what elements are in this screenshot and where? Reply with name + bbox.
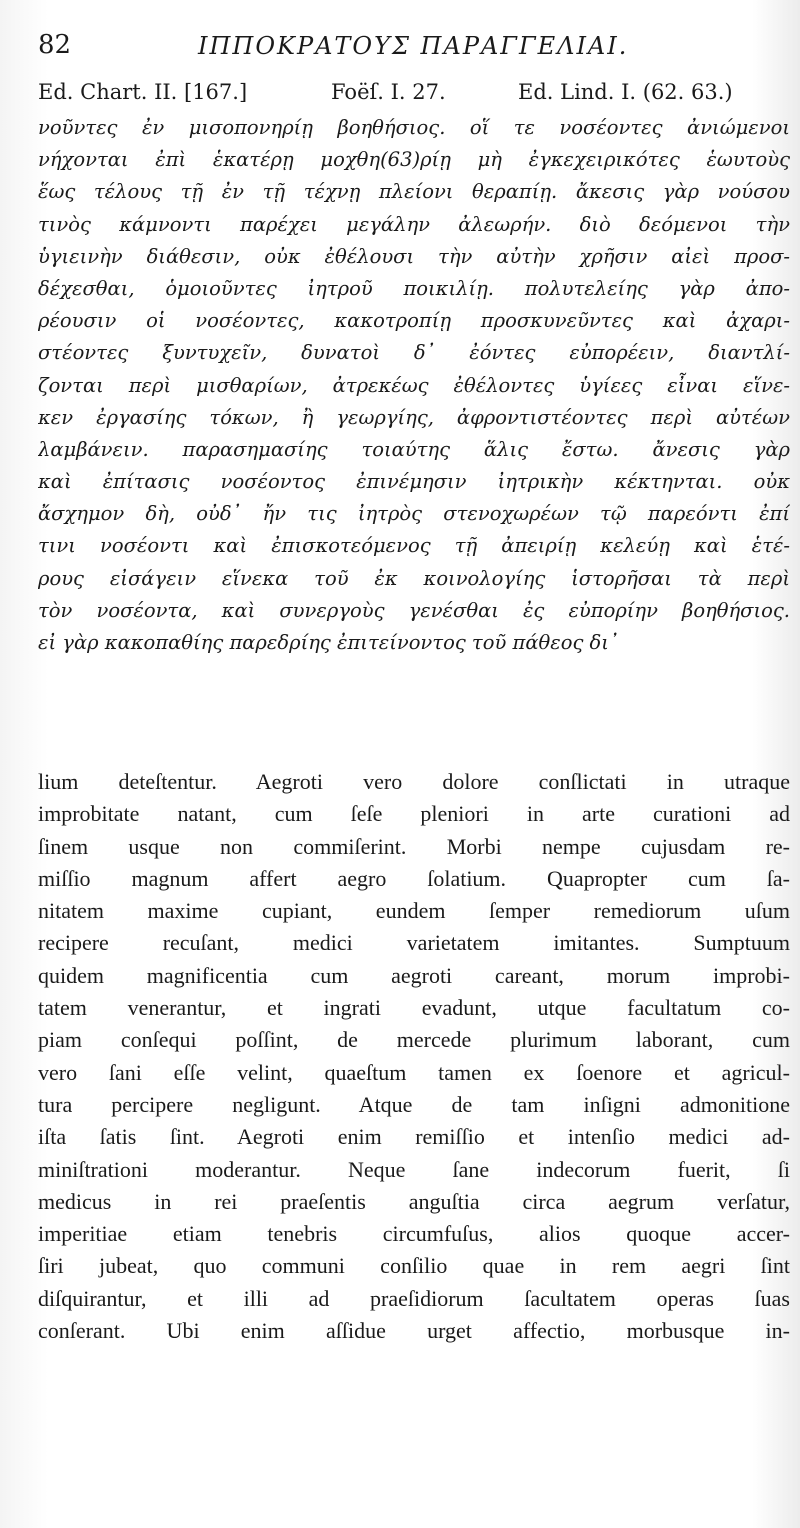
edition-references [38, 80, 790, 114]
latin-line: nitatem maxime cupiant, eundem ſemper remediorum uſum [38, 898, 790, 924]
latin-line: tura percipere negligunt. Atque de tam inſigni admonitione [38, 1091, 790, 1117]
latin-line: conſerant. Ubi enim aſſidue urget affectio, morbusque in- [38, 1318, 790, 1344]
greek-line: τινὸς κάμνοντι παρέχει μεγάλην ἀλεωρήν. διὸ δεόμενοι τὴν [38, 212, 790, 236]
latin-line: piam conſequi poſſint, de mercede plurimum laborant, cum [38, 1027, 790, 1053]
latin-line: ſinem usque non commiſerint. Morbi nempe cujusdam re- [38, 833, 790, 859]
latin-line: quidem magnificentia cum aegroti careant, morum improbi- [38, 962, 790, 988]
edition-ref-chart: Ed. Chart. II. [167.] [38, 80, 248, 104]
greek-line: ζονται περὶ μισθαρίων, ἀτρεκέως ἐθέλοντες ὑγίεες εἶναι εἵνε- [38, 373, 790, 397]
greek-line: λαμβάνειν. παρασημασίης τοιαύτης ἅλις ἔστω. ἄνεσις γὰρ [38, 437, 790, 461]
latin-line: improbitate natant, cum ſeſe pleniori in arte curationi ad [38, 801, 790, 827]
greek-line: τινι νοσέοντι καὶ ἐπισκοτεόμενος τῇ ἀπειρίῃ κελεύῃ καὶ ἑτέ- [38, 534, 790, 558]
page-number: 82 [38, 30, 72, 60]
greek-line: νοῦντες ἐν μισοπονηρίῃ βοηθήσιος. οἵ τε νοσέοντες ἀνιώμενοι [38, 116, 790, 139]
greek-line: ρέουσιν οἱ νοσέοντες, κακοτροπίῃ προσκυνεῦντες καὶ ἀχαρι- [38, 309, 790, 333]
greek-line: νήχονται ἐπὶ ἑκατέρῃ μοχθη(63)ρίῃ μὴ ἐγκεχειρικότες ἑωυτοὺς [38, 148, 790, 172]
latin-line: medicus in rei praeſentis anguſtia circa aegrum verſatur, [38, 1188, 790, 1214]
greek-line: ἕως τέλους τῇ ἐν τῇ τέχνῃ πλείονι θεραπίῃ. ἄκεσις γὰρ νούσου [38, 180, 790, 204]
latin-translation-block [38, 766, 790, 1347]
greek-line: εἰ γὰρ κακοπαθίης παρεδρίης ἐπιτείνοντος τοῦ πάθεος δι᾽ [38, 631, 619, 654]
greek-line: καὶ ἐπίτασις νοσέοντος ἐπινέμησιν ἰητρικὴν κέκτηνται. οὐκ [38, 470, 790, 494]
latin-line: vero ſani eſſe velint, quaeſtum tamen ex ſoenore et agricul- [38, 1059, 790, 1085]
greek-line: ὑγιεινὴν διάθεσιν, οὐκ ἐθέλουσι τὴν αὐτὴν χρῆσιν αἰεὶ προσ- [38, 244, 790, 268]
greek-line: τὸν νοσέοντα, καὶ συνεργοὺς γενέσθαι ἐς εὐπορίην βοηθήσιος. [38, 598, 790, 622]
latin-line: ſiri jubeat, quo communi conſilio quae in rem aegri ſint [38, 1253, 790, 1279]
latin-line: tatem venerantur, et ingrati evadunt, utque facultatum co- [38, 995, 790, 1021]
latin-line: iſta ſatis ſint. Aegroti enim remiſſio et intenſio medici ad- [38, 1124, 790, 1150]
running-title: ΙΠΠΟΚΡΑΤΟΥΣ ΠΑΡΑΓΓΕΛΙΑΙ. [198, 32, 629, 60]
page-header [38, 30, 778, 70]
greek-line: ἄσχημον δὴ, οὐδ᾽ ἤν τις ἰητρὸς στενοχωρέων τῷ παρεόντι ἐπί [38, 502, 790, 526]
latin-line: lium deteſtentur. Aegroti vero dolore conſlictati in utraque [38, 769, 790, 794]
greek-line: ρους εἰσάγειν εἵνεκα τοῦ ἐκ κοινολογίης ἱστορῆσαι τὰ περὶ [38, 566, 790, 590]
latin-line: recipere recuſant, medici varietatem imitantes. Sumptuum [38, 930, 790, 956]
latin-line: imperitiae etiam tenebris circumfuſus, alios quoque accer- [38, 1221, 790, 1247]
latin-line: miniſtrationi moderantur. Neque ſane indecorum fuerit, ſi [38, 1156, 790, 1182]
latin-line: diſquirantur, et illi ad praeſidiorum ſacultatem operas ſuas [38, 1285, 790, 1311]
greek-text-block [38, 112, 790, 659]
latin-line: miſſio magnum affert aegro ſolatium. Quapropter cum ſa- [38, 865, 790, 891]
edition-ref-foes: Foëſ. I. 27. [331, 80, 446, 104]
greek-line: δέχεσθαι, ὁμοιοῦντες ἰητροῦ ποικιλίῃ. πολυτελείης γὰρ ἀπο- [38, 276, 790, 300]
greek-line: στέοντες ξυντυχεῖν, δυνατοὶ δ᾽ ἐόντες εὐπορέειν, διαντλί- [38, 341, 790, 365]
greek-line: κεν ἐργασίης τόκων, ἢ γεωργίης, ἀφροντιστέοντες περὶ αὐτέων [38, 405, 790, 429]
edition-ref-lind: Ed. Lind. I. (62. 63.) [518, 80, 733, 104]
